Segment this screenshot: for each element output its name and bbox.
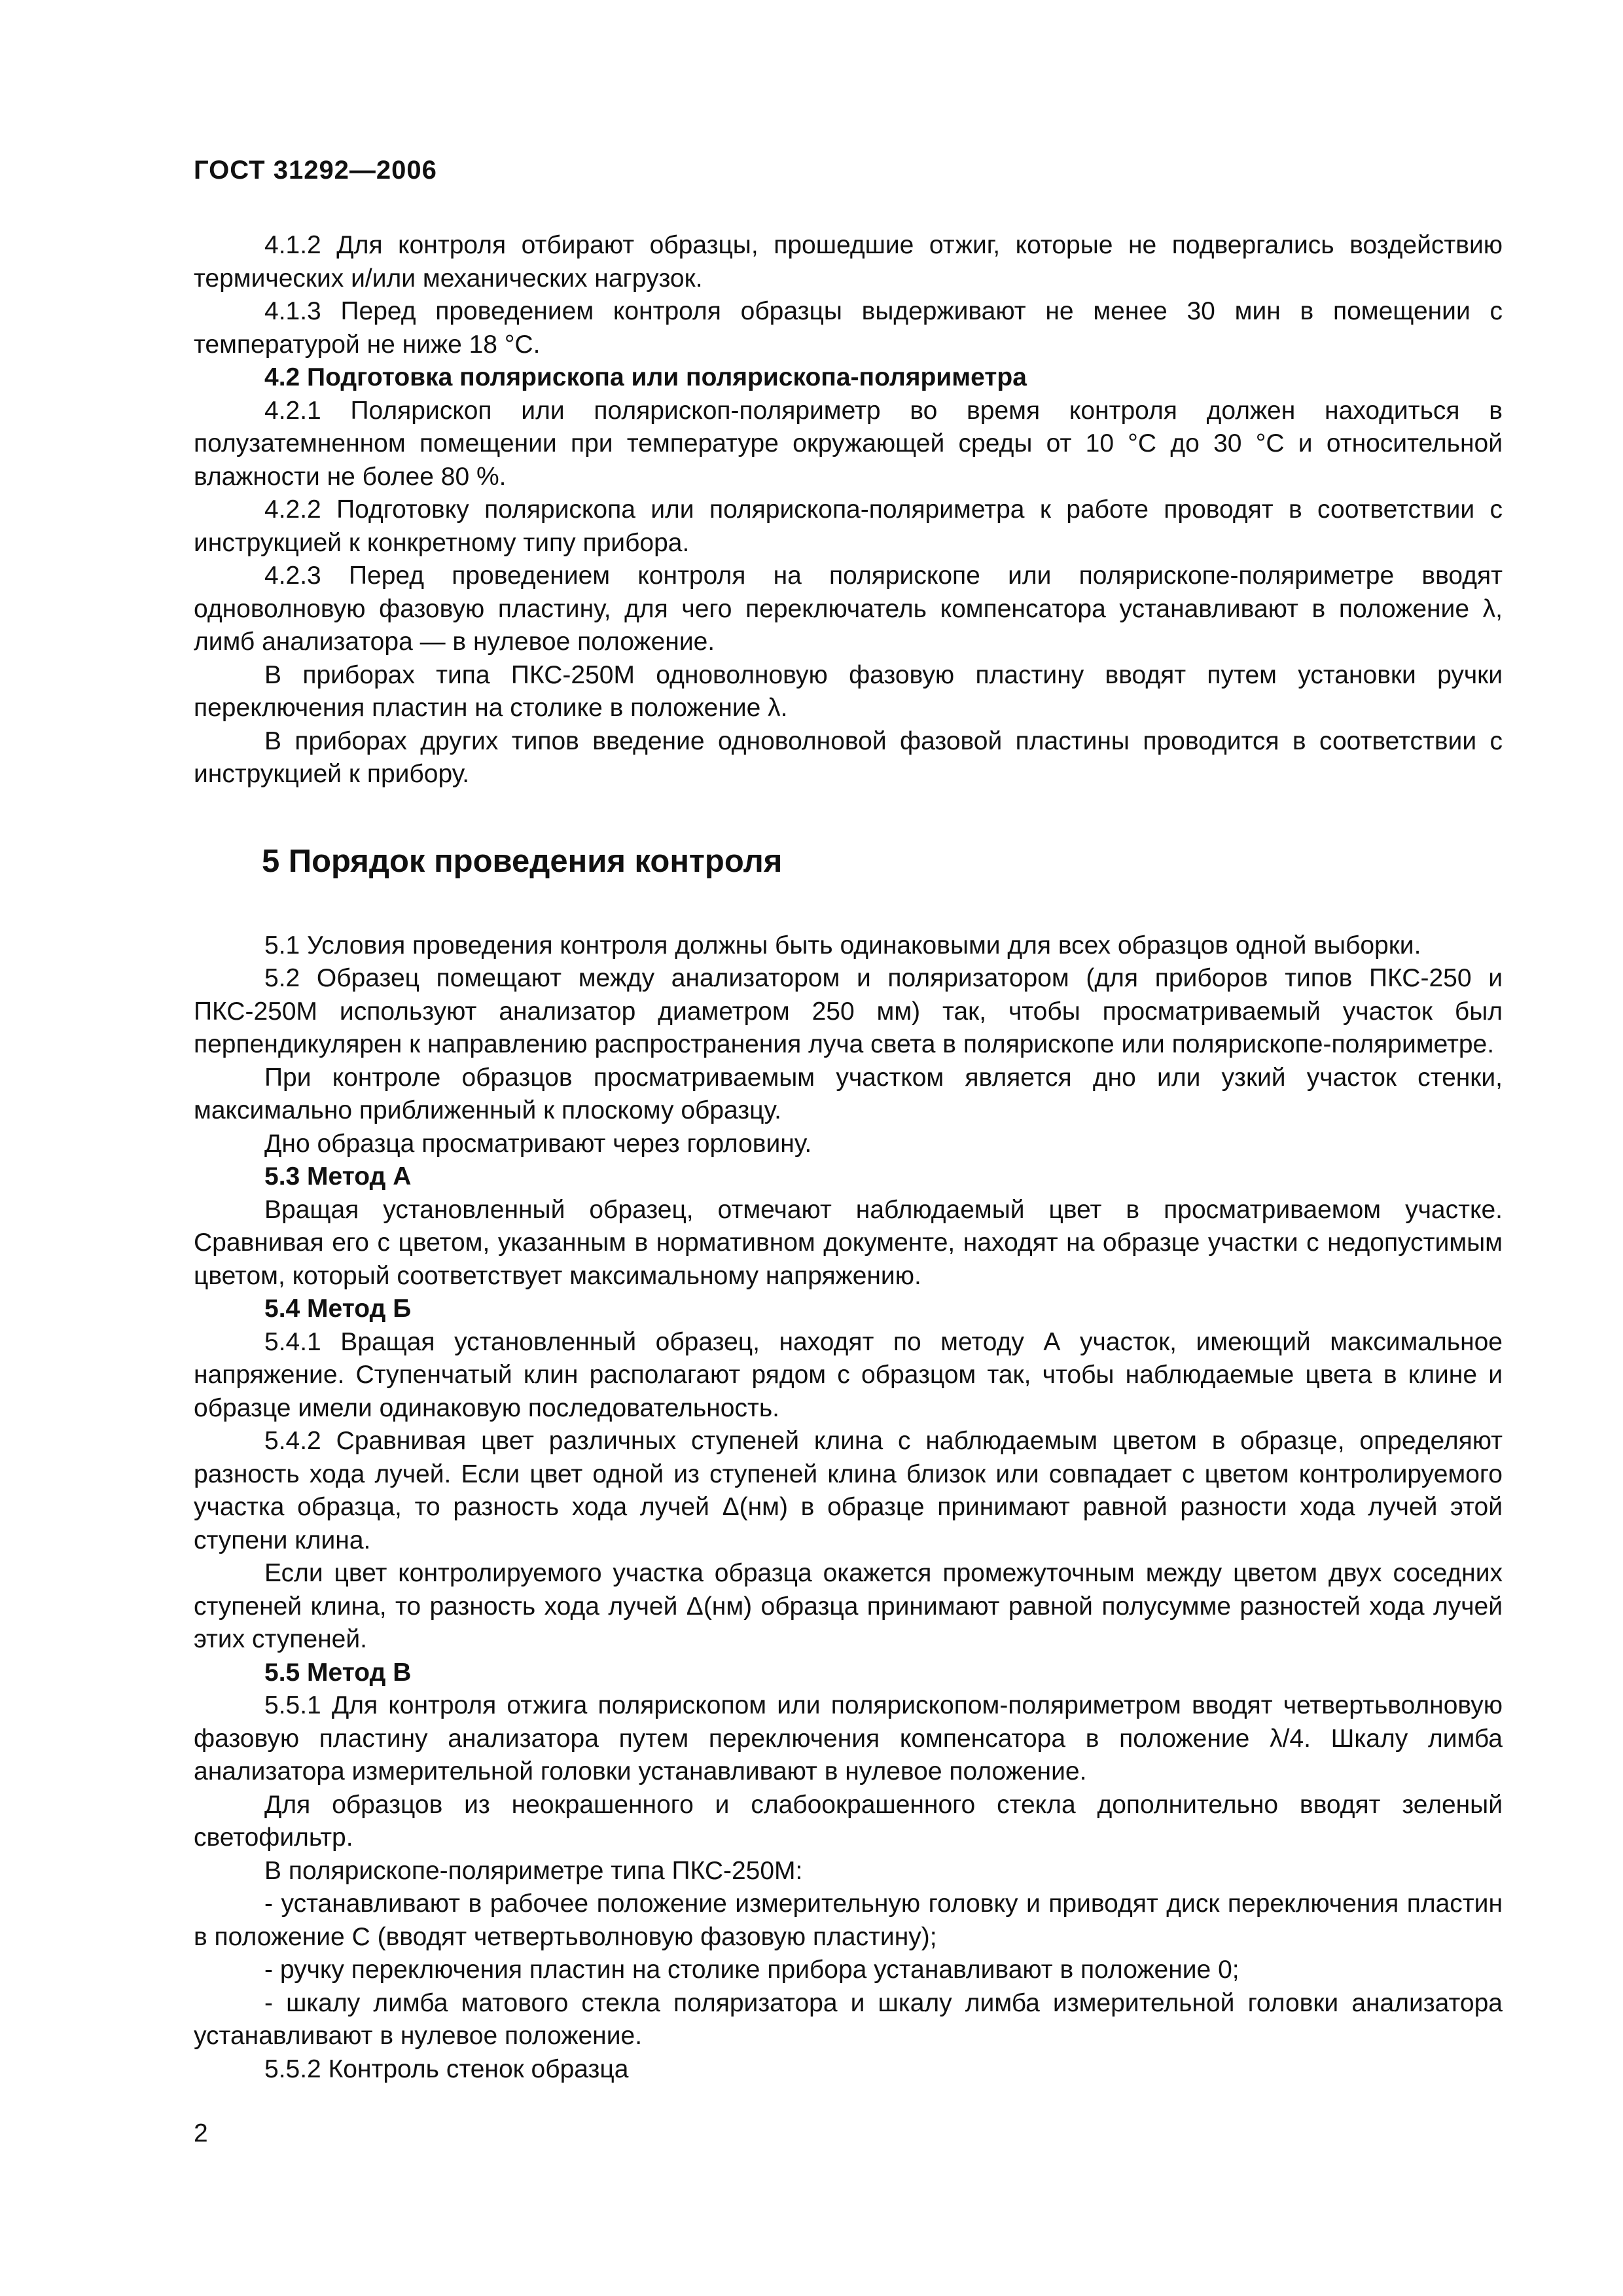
paragraph-5-5-1: 5.5.1 Для контроля отжига полярископом или полярископом-поляриметром вводят четвертьволновую фазовую пластину анализатора путем переключения компенсатора в положение λ/4. Шкалу лимба анализатора измерительной головки устанавливают в нулевое положение. [194,1691,1503,1785]
paragraph-4-1-2: 4.1.2 Для контроля отбирают образцы, прошедшие отжиг, которые не подвергались воздействию термических и/или механических нагрузок. [194,231,1503,293]
paragraph-5-4-2: 5.4.2 Сравнивая цвет различных ступеней клина с наблюдаемым цветом в образце, определяют разность хода лучей. Если цвет одной из ступеней клина близок или совпадает с цветом контролируемого участка образца, то разность хода лучей Δ(нм) в образце принимают равной разности хода лучей этой ступени клина. [194,1427,1503,1554]
paragraph-5-2: 5.2 Образец помещают между анализатором и поляризатором (для приборов типов ПКС-250 и ПКС-250М используют анализатор диаметром 250 мм) так, чтобы просматриваемый участок был перпендикулярен к направлению распространения луча света в полярископе или полярископе-поляриметре. [194,964,1503,1058]
paragraph-4-2-3: 4.2.3 Перед проведением контроля на полярископе или полярископе-поляриметре вводят одноволновую фазовую пластину, для чего переключатель компенсатора устанавливают в положение λ, лимб анализатора — в нулевое положение. [194,562,1503,656]
document-header: ГОСТ 31292—2006 [194,156,437,185]
paragraph-5-1: 5.1 Условия проведения контроля должны быть одинаковыми для всех образцов одной выборки. [264,931,1421,960]
subheading-5-5: 5.5 Метод В [264,1658,412,1687]
paragraph-5-2-c: Дно образца просматривают через горловину. [264,1129,812,1158]
document-body [194,229,1503,2086]
paragraph-5-4-2-b: Если цвет контролируемого участка образца окажется промежуточным между цветом двух соседних ступеней клина, то разность хода лучей Δ(нм) образца принимают равной полусумме разностей хода лучей этих ступеней. [194,1559,1503,1653]
section-heading-5: 5 Порядок проведения контроля [262,843,783,879]
paragraph-5-5-1-b: Для образцов из неокрашенного и слабоокрашенного стекла дополнительно вводят зеленый светофильтр. [194,1790,1503,1852]
paragraph-5-2-b: При контроле образцов просматриваемым участком является дно или узкий участок стенки, максимально приближенный к плоскому образцу. [194,1063,1503,1124]
paragraph-4-1-3: 4.1.3 Перед проведением контроля образцы выдерживают не менее 30 мин в помещении с температурой не ниже 18 °С. [194,297,1503,359]
subheading-5-4: 5.4 Метод Б [264,1295,412,1323]
list-item-2: - ручку переключения пластин на столике прибора устанавливают в положение 0; [264,1956,1240,1984]
paragraph-5-4-1: 5.4.1 Вращая установленный образец, находят по методу А участок, имеющий максимальное напряжение. Ступенчатый клин располагают рядом с образцом так, чтобы наблюдаемые цвета в клине и образце имели одинаковую последовательность. [194,1327,1503,1422]
paragraph-4-2-1: 4.2.1 Полярископ или полярископ-поляриметр во время контроля должен находиться в полузатемненном помещении при температуре окружающей среды от 10 °С до 30 °С и относительной влажности не более 80 %. [194,396,1503,491]
paragraph-5-5-1-c: В полярископе-поляриметре типа ПКС-250М: [264,1856,803,1885]
paragraph-5-5-2: 5.5.2 Контроль стенок образца [264,2054,629,2083]
paragraph-4-2-3-b: В приборах типа ПКС-250М одноволновую фазовую пластину вводят путем установки ручки переключения пластин на столике в положение λ. [194,660,1503,722]
list-item-3: - шкалу лимба матового стекла поляризатора и шкалу лимба измерительной головки анализатора устанавливают в нулевое положение. [194,1988,1503,2050]
subheading-5-3: 5.3 Метод А [264,1162,412,1191]
paragraph-4-2-2: 4.2.2 Подготовку полярископа или полярископа-поляриметра к работе проводят в соответствии с инструкцией к конкретному типу прибора. [194,495,1503,557]
paragraph-4-2-3-c: В приборах других типов введение одноволновой фазовой пластины проводится в соответствии с инструкцией к прибору. [194,726,1503,788]
list-item-1: - устанавливают в рабочее положение измерительную головку и приводят диск переключения пластин в положение С (вводят четвертьволновую фазовую пластину); [194,1890,1503,1951]
page-number: 2 [194,2119,208,2147]
paragraph-5-3: Вращая установленный образец, отмечают наблюдаемый цвет в просматриваемом участке. Сравнивая его с цветом, указанным в нормативном документе, находят на образце участки с недопустимым цветом, который соответствует максимальному напряжению. [194,1195,1503,1290]
subheading-4-2: 4.2 Подготовка полярископа или полярископа-поляриметра [264,363,1027,391]
